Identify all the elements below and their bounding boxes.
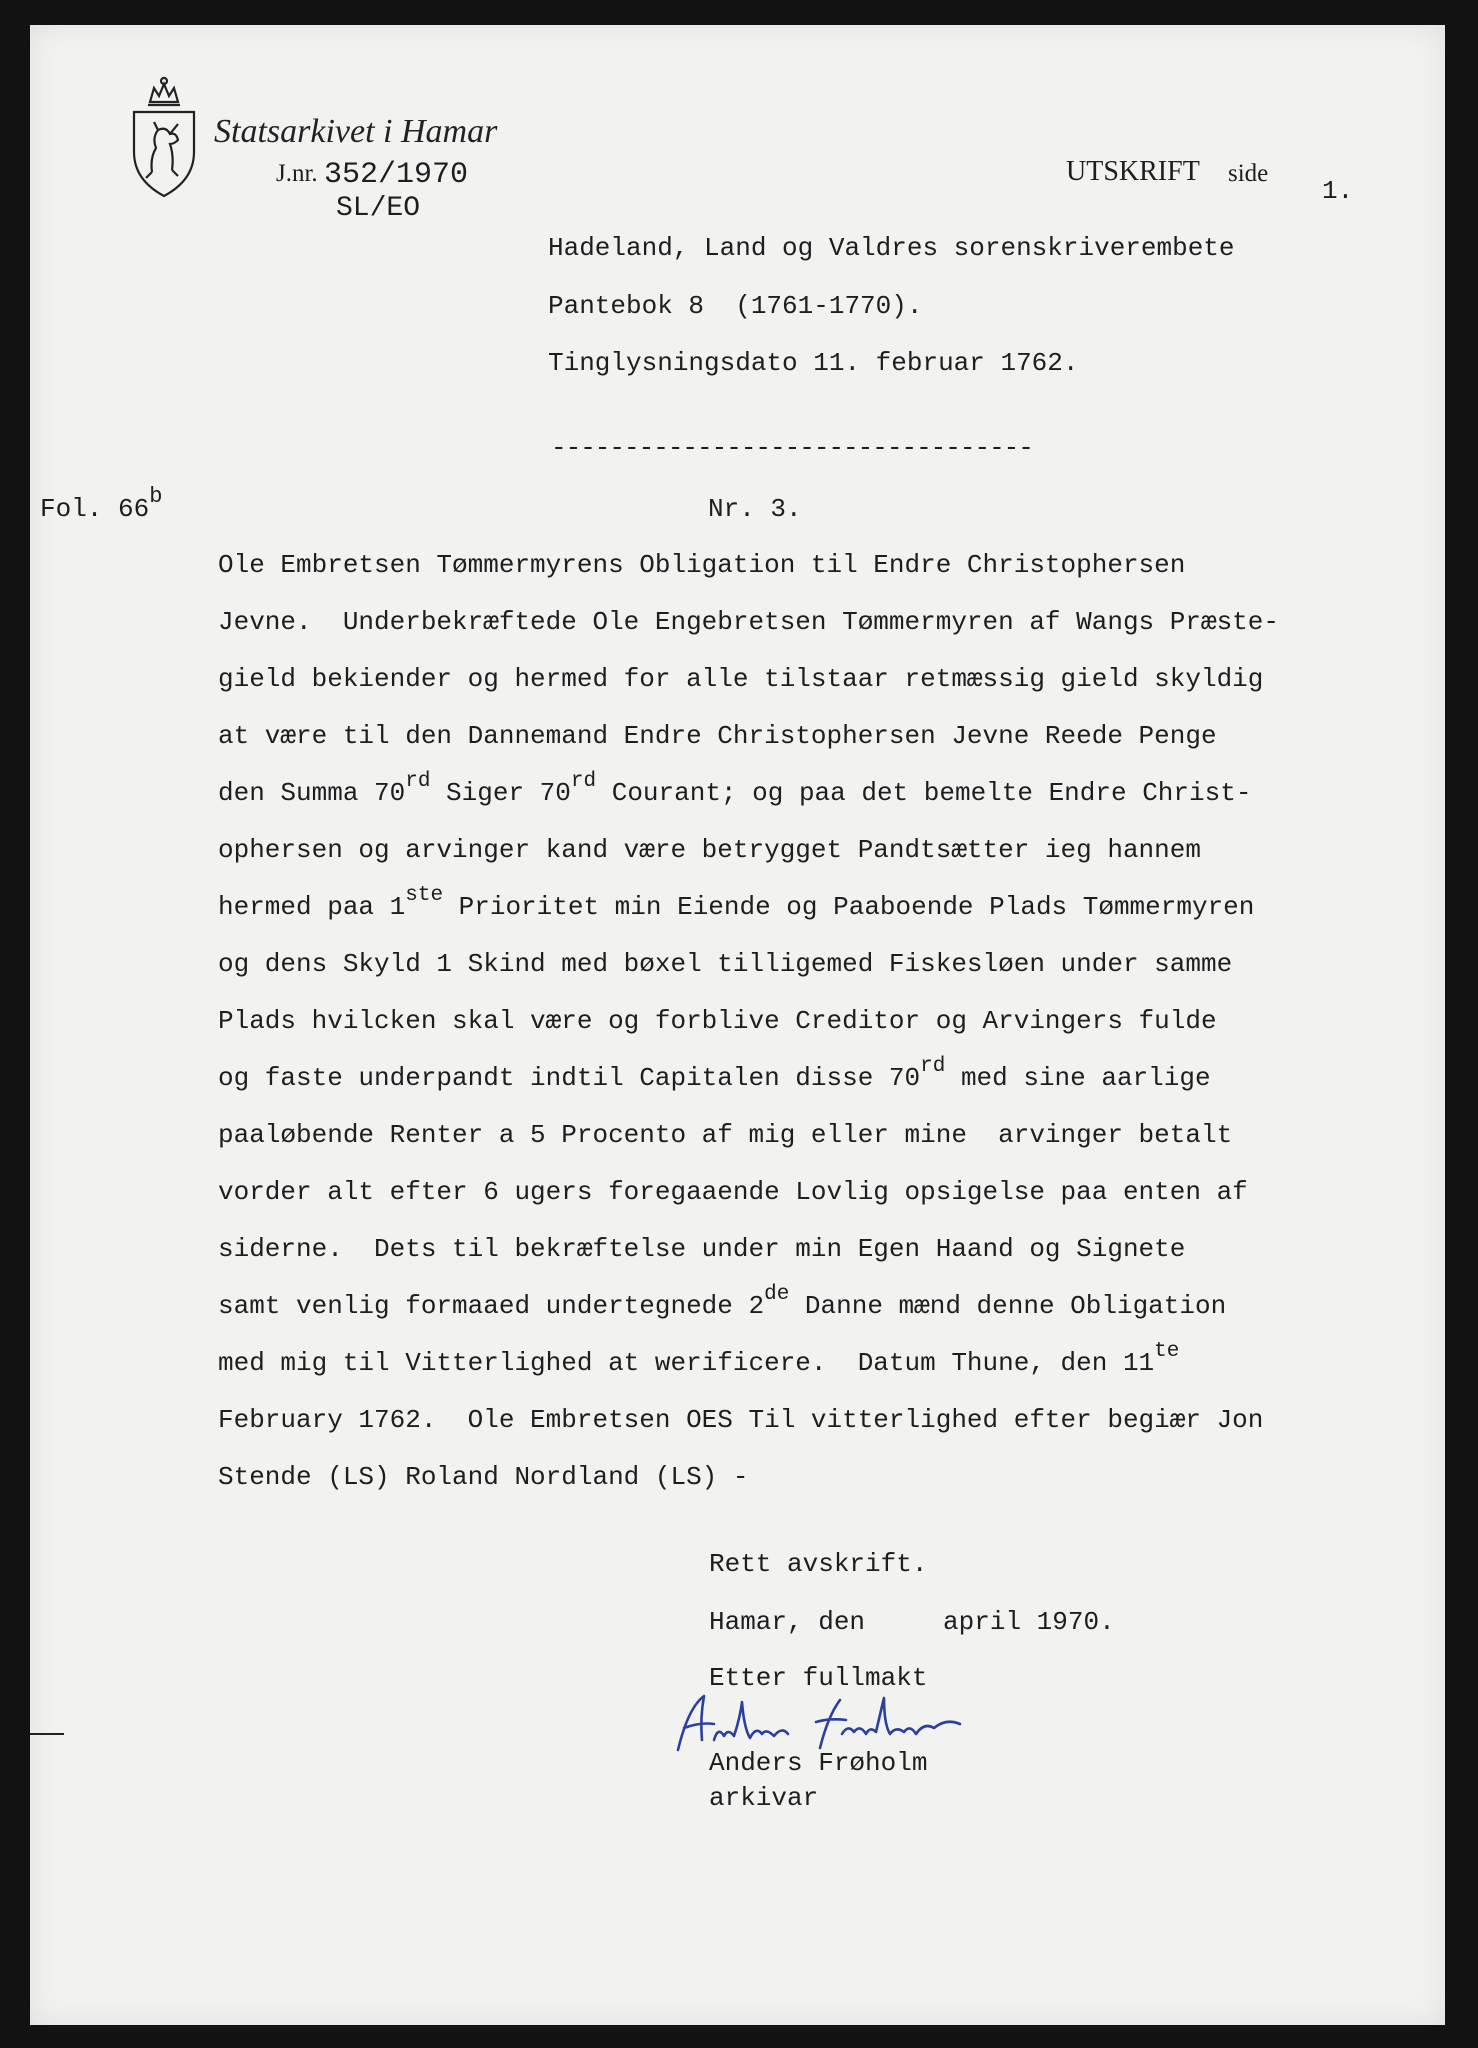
superscript: rd <box>570 770 597 793</box>
heading-date: Tinglysningsdato 11. februar 1762. <box>548 348 1079 378</box>
superscript: rd <box>405 770 431 793</box>
folio-superscript: b <box>149 484 163 509</box>
body-text: samt venlig formaaed undertegnede 2 <box>218 1291 765 1321</box>
body-line: ophersen og arvinger kand være betrygget Pandtsætter ieg hannem <box>218 835 1201 865</box>
body-line <box>218 884 1255 922</box>
body-line: paaløbende Renter a 5 Procento af mig eller mine arvinger betalt <box>218 1120 1233 1150</box>
body-text: Prioritet min Eiende og Paaboende Plads Tømmermyren <box>443 892 1255 922</box>
utskrift-label: UTSKRIFT <box>1066 156 1200 187</box>
body-text: med sine aarlige <box>945 1063 1211 1093</box>
body-line: Plads hvilcken skal være og forblive Creditor og Arvingers fulde <box>218 1006 1217 1036</box>
signer-name: Anders Frøholm <box>709 1748 928 1778</box>
superscript: te <box>1154 1340 1180 1363</box>
body-text: med mig til Vitterlighed at werificere. Datum Thune, den 11 <box>218 1348 1155 1378</box>
side-label: side <box>1228 160 1269 187</box>
superscript: ste <box>405 884 444 907</box>
body-line: siderne. Dets til bekræftelse under min Egen Haand og Signete <box>218 1234 1186 1264</box>
body-line: Ole Embretsen Tømmermyrens Obligation til Endre Christophersen <box>218 550 1186 580</box>
heading-book: Pantebok 8 (1761-1770). <box>548 291 923 321</box>
body-line: vorder alt efter 6 ugers foregaaende Lovlig opsigelse paa enten af <box>218 1177 1248 1207</box>
body-text: Danne mænd denne Obligation <box>789 1291 1227 1321</box>
body-line: Stende (LS) Roland Nordland (LS) - <box>218 1462 749 1492</box>
place-date: Hamar, den april 1970. <box>709 1607 1115 1637</box>
body-text: Courant; og paa det bemelte Endre Christ- <box>596 778 1252 808</box>
journal-number: 352/1970 <box>324 158 469 192</box>
folio-reference <box>40 484 163 524</box>
body-line: gield bekiender og hermed for alle tilstaar retmæssig gield skyldig <box>218 664 1264 694</box>
body-line: Jevne. Underbekræftede Ole Engebretsen Tømmermyren af Wangs Præste- <box>218 607 1279 637</box>
body-text: den Summa 70 <box>218 778 406 808</box>
body-text: hermed paa 1 <box>218 892 406 922</box>
folio-text: Fol. 66 <box>40 494 150 524</box>
heading-office: Hadeland, Land og Valdres sorenskriverembete <box>548 233 1235 263</box>
body-line: February 1762. Ole Embretsen OES Til vitterlighed efter begiær Jon <box>218 1405 1264 1435</box>
authority-line: Etter fullmakt <box>709 1663 928 1693</box>
body-line <box>218 770 1252 808</box>
page-number: 1. <box>1322 176 1354 206</box>
body-text: Siger 70 <box>430 778 571 808</box>
superscript: rd <box>920 1055 946 1078</box>
body-line <box>218 1340 1180 1378</box>
margin-tick-mark <box>30 1733 64 1735</box>
body-line <box>218 1283 1227 1321</box>
body-line <box>218 1055 1211 1093</box>
journal-label: J.nr. <box>276 160 318 187</box>
superscript: de <box>764 1283 790 1306</box>
heading-divider: --------------------------------- <box>551 433 1033 463</box>
archive-name: Statsarkivet i Hamar <box>214 113 498 150</box>
body-line: og dens Skyld 1 Skind med bøxel tilligemed Fiskesløen under samme <box>218 949 1233 979</box>
body-text: og faste underpandt indtil Capitalen disse 70 <box>218 1063 921 1093</box>
signer-title: arkivar <box>709 1783 819 1813</box>
case-initials: SL/EO <box>336 193 421 224</box>
body-line: at være til den Dannemand Endre Christophersen Jevne Reede Penge <box>218 721 1217 751</box>
attestation: Rett avskrift. <box>709 1549 928 1579</box>
record-number: Nr. 3. <box>708 494 802 524</box>
norwegian-lion-crest-icon <box>128 72 200 202</box>
